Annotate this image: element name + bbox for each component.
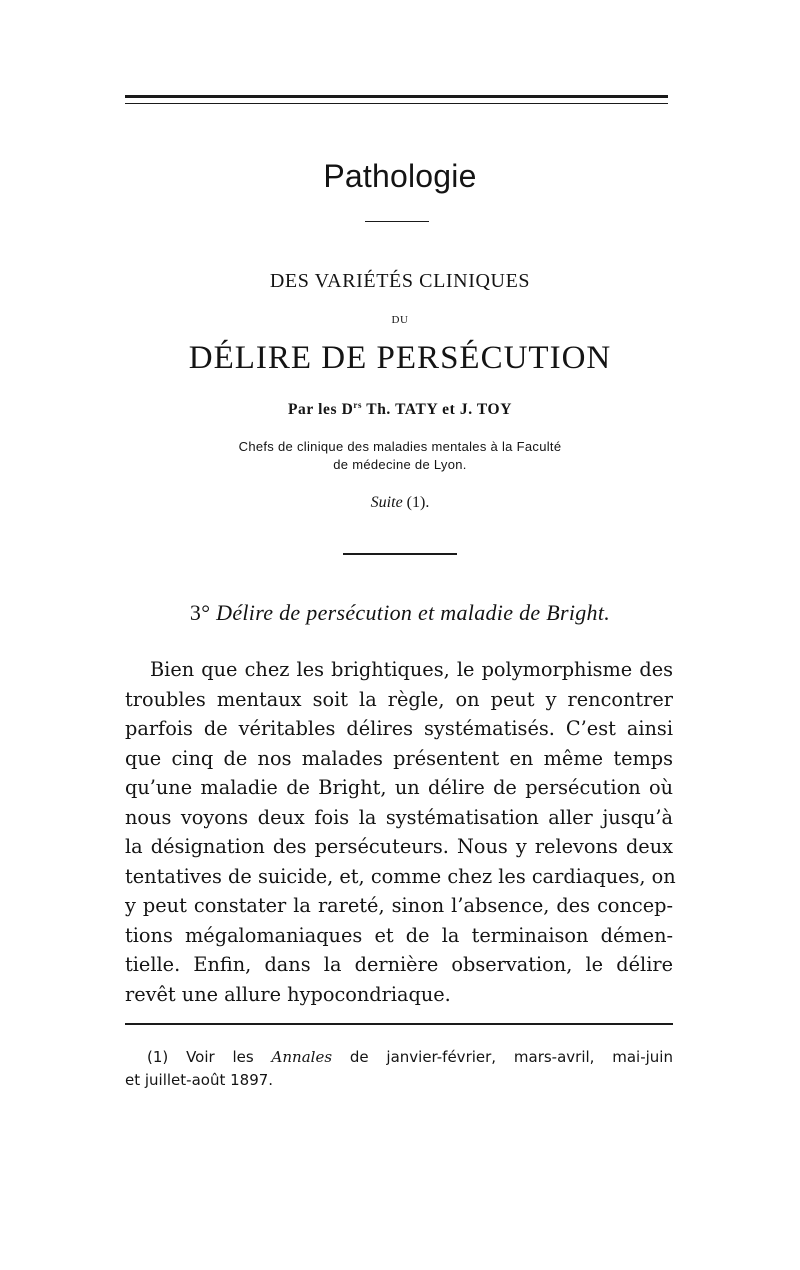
section-heading-text: Délire de persécution et maladie de Bright. bbox=[216, 600, 611, 625]
footnote-line-1-rest: de janvier-février, mars-avril, mai-juin bbox=[332, 1048, 673, 1066]
title-separator-rule bbox=[365, 221, 429, 222]
authors-names: Th. TATY et J. TOY bbox=[362, 401, 513, 419]
author-affiliation bbox=[0, 438, 800, 474]
body-line: que cinq de nos malades présentent en même temps bbox=[125, 746, 673, 770]
article-main-title: DÉLIRE DE PERSÉCUTION bbox=[188, 340, 612, 376]
article-title-line-1: DES VARIÉTÉS CLINIQUES bbox=[269, 270, 531, 292]
section-heading bbox=[0, 600, 800, 626]
body-line: Bien que chez les brightiques, le polymorphisme des bbox=[150, 658, 673, 681]
body-line: parfois de véritables délires systématisés. C’est ainsi bbox=[125, 717, 673, 740]
continuation-footnote-ref: (1). bbox=[402, 494, 430, 511]
header-double-rule bbox=[125, 95, 668, 104]
continuation-label: Suite bbox=[370, 494, 403, 511]
section-separator-rule bbox=[343, 553, 457, 555]
footnote-journal: Annales bbox=[271, 1048, 333, 1066]
footnote-rule bbox=[125, 1023, 673, 1025]
body-line: la désignation des persécuteurs. Nous y relevons deux bbox=[125, 835, 673, 858]
body-line: troubles mentaux soit la règle, on peut y rencontrer bbox=[125, 687, 673, 711]
footnote-line-2: et juillet-août 1897. bbox=[125, 1071, 274, 1089]
authors-prefix: Par les D bbox=[287, 401, 354, 419]
footnote bbox=[125, 1046, 673, 1092]
section-number: 3° bbox=[189, 600, 217, 625]
body-line: revêt une allure hypocondriaque. bbox=[125, 982, 451, 1006]
body-paragraph bbox=[125, 655, 676, 1009]
body-line: tions mégalomaniaques et de la terminaison démen- bbox=[125, 923, 673, 947]
footnote-line-1 bbox=[125, 1046, 673, 1069]
article-title-line-2: DU bbox=[391, 314, 409, 326]
body-line: tielle. Enfin, dans la dernière observation, le délire bbox=[125, 953, 673, 976]
section-title: Pathologie bbox=[323, 158, 477, 194]
authors-doctor-suffix: rs bbox=[353, 400, 363, 410]
body-line: y peut constater la rareté, sinon l’absence, des concep- bbox=[125, 894, 673, 917]
affiliation-line-1: Chefs de clinique des maladies mentales à la Faculté bbox=[238, 439, 562, 454]
body-line: qu’une maladie de Bright, un délire de persécution où bbox=[125, 776, 673, 799]
body-line: nous voyons deux fois la systématisation aller jusqu’à bbox=[125, 805, 673, 829]
article-authors bbox=[0, 400, 800, 419]
affiliation-line-2: de médecine de Lyon. bbox=[333, 457, 467, 472]
body-line: tentatives de suicide, et, comme chez les cardiaques, on bbox=[125, 864, 676, 888]
continuation-note bbox=[0, 494, 800, 512]
footnote-marker: (1) Voir les bbox=[147, 1048, 272, 1066]
